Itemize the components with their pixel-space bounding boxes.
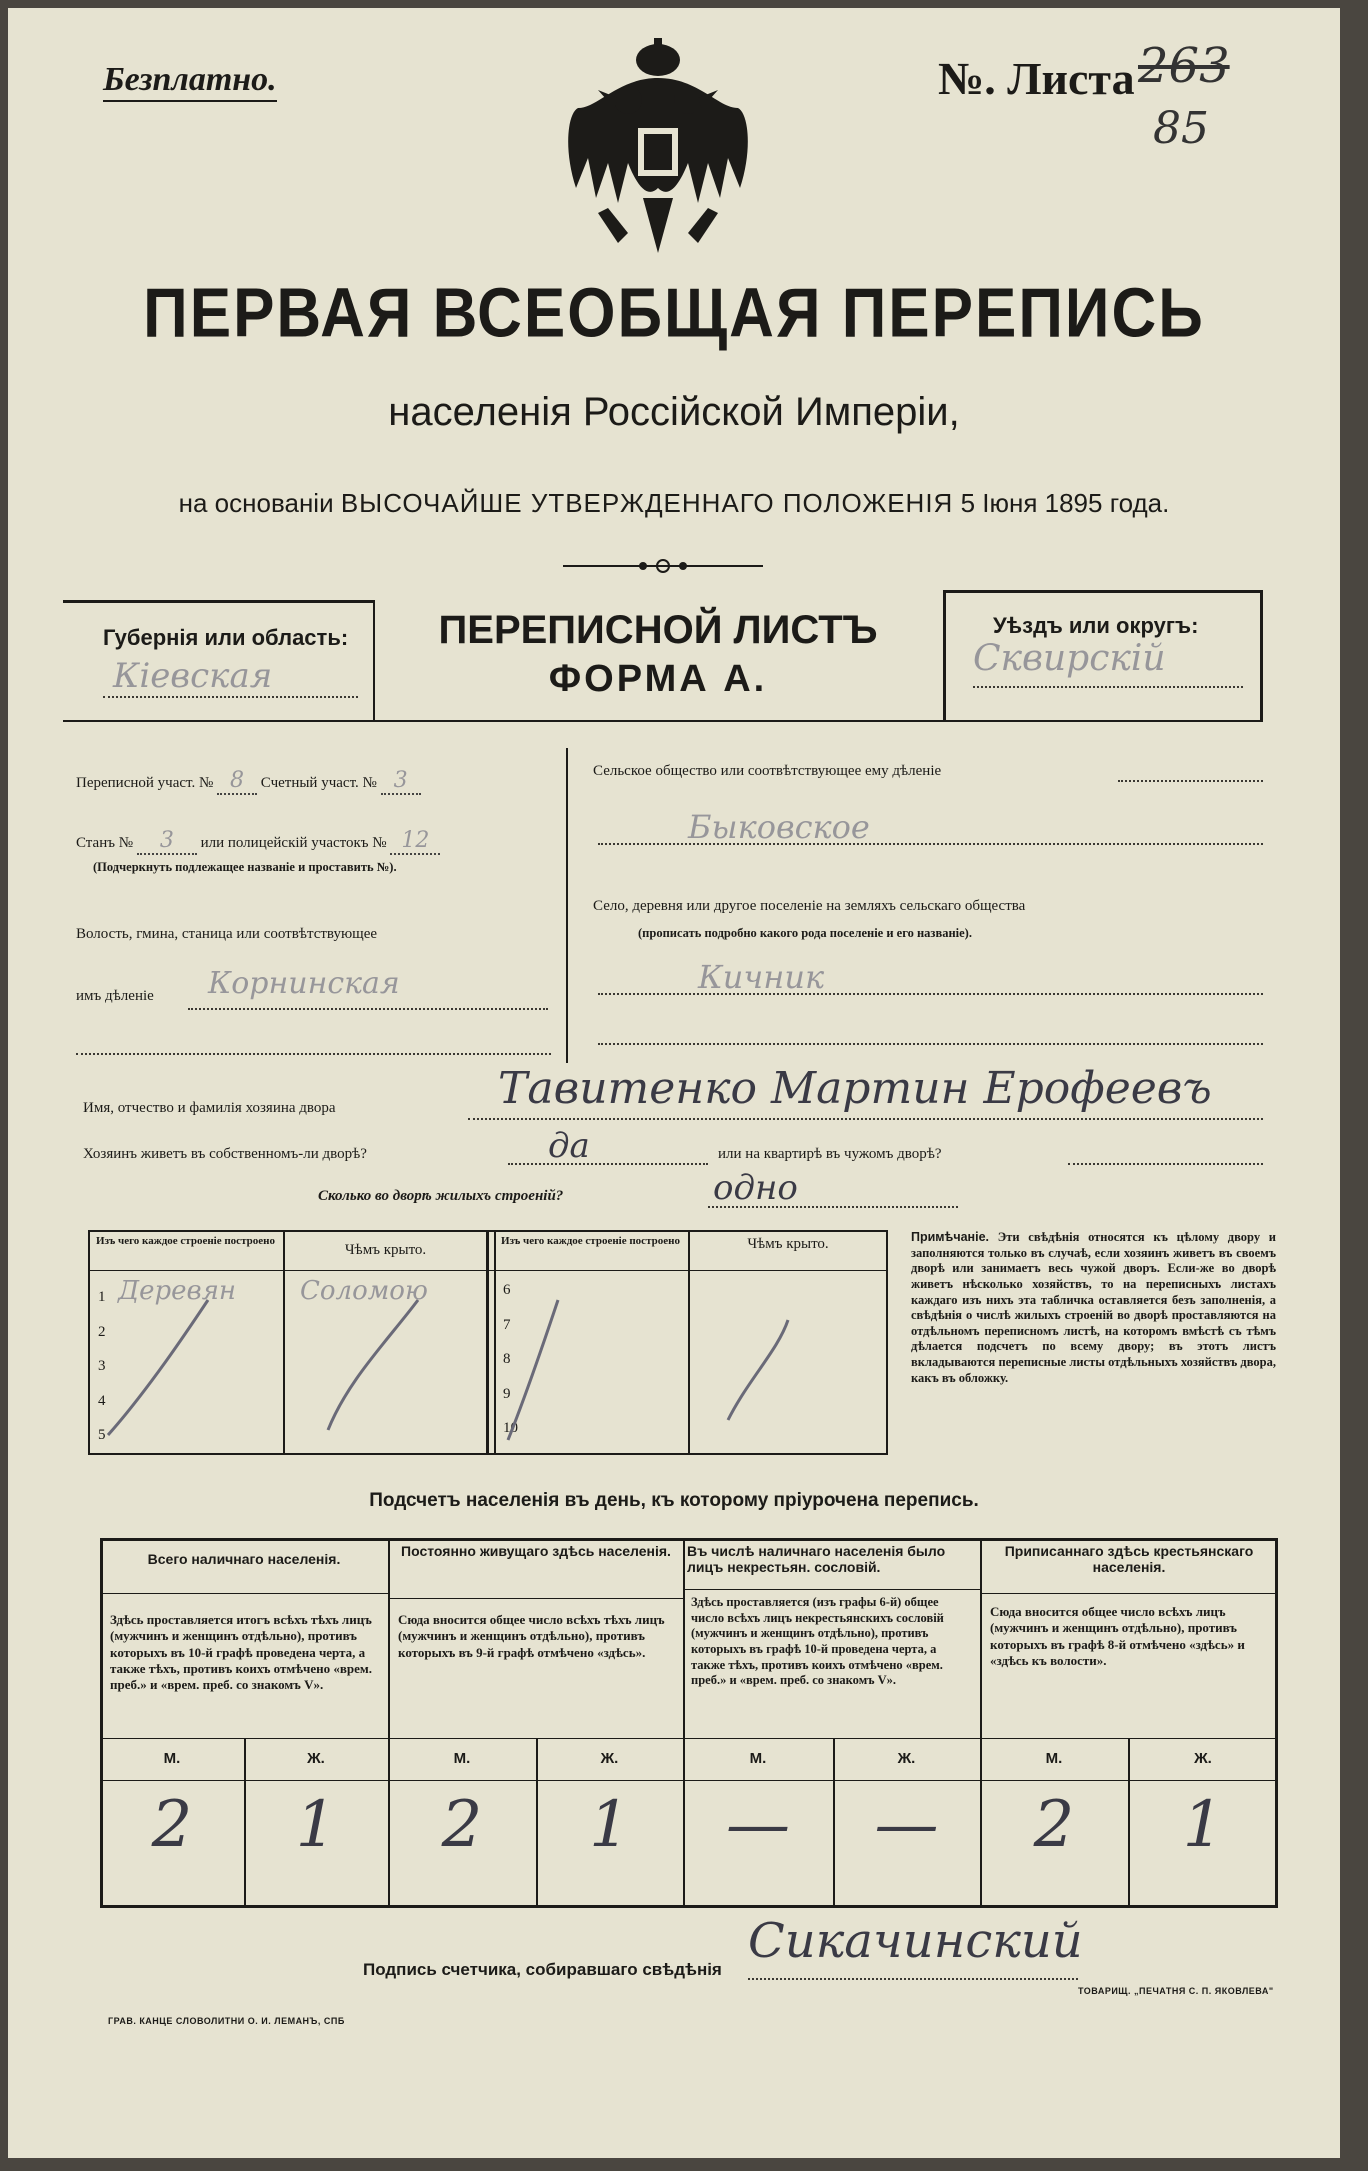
volost-value: Корнинская	[208, 966, 400, 1001]
m-label-3: М.	[749, 1750, 767, 1767]
signature-value: Сикачинский	[748, 1913, 1083, 1969]
uezd-value: Сквирскій	[973, 638, 1166, 679]
signature-label: Подпись счетчика, собиравшаго свѣдѣнія	[363, 1960, 722, 1979]
buildings-value: одно	[713, 1168, 798, 1208]
m-label-1: М.	[163, 1750, 181, 1767]
form-title: ПЕРЕПИСНОЙ ЛИСТЪ	[438, 608, 878, 652]
col-roof-left: Чѣмъ крыто.	[344, 1242, 427, 1258]
rows-right: 6 7 8 9 10	[503, 1282, 518, 1436]
free-label: Безплатно.	[103, 60, 277, 102]
legal-basis-line: на основаніи ВЫСОЧАЙШЕ УТВЕРЖДЕННАГО ПОЛОЖЕНІЯ 5 Іюня 1895 года.	[178, 488, 1170, 518]
pop-col-4: Приписаннаго здѣсь крестьянскаго населенія. Сюда вносится общее число всѣхъ лицъ (мужчинъ и женщинъ отдѣльно), противъ которыхъ въ графѣ 8-й отмѣчено «здѣсь» и «здѣсь къ волости».	[984, 1543, 1274, 1669]
sheet-label: №. Листа	[938, 53, 1135, 104]
f-label-1: Ж.	[307, 1750, 325, 1767]
volost-label-2: имъ дѣленіе	[76, 988, 154, 1004]
f-label-4: Ж.	[1194, 1750, 1212, 1767]
own-yard-label: Хозяинъ живетъ въ собственномъ-ли дворѣ?	[83, 1146, 367, 1162]
pop-4-m: 2	[1033, 1788, 1075, 1862]
owner-name-label: Имя, отчество и фамилія хозяина двора	[83, 1100, 336, 1116]
pop-3-f: —	[874, 1788, 939, 1862]
strike-through-marks	[88, 1270, 888, 1455]
pop-4-f: 1	[1182, 1788, 1224, 1862]
stan-row: Станъ № 3 или полицейскій участокъ № 12	[76, 828, 440, 855]
row1-roof: Соломою	[300, 1276, 428, 1306]
gubernia-label: Губернія или область:	[103, 625, 349, 650]
sheet-number-old: 263	[1138, 38, 1230, 94]
rows-left: 1 2 3 4 5	[98, 1289, 106, 1443]
pop-3-m: —	[726, 1788, 790, 1862]
note-block: Примѣчаніе. Эти свѣдѣнія относятся къ цѣлому двору и заполняются только въ случаѣ, если хозяинъ живетъ въ своемъ дворѣ или занимаетъ весь чужой дворъ. Если-же во дворѣ живетъ нѣсколько хозяйствъ, то на переписныхъ листахъ каждаго изъ нихъ эта табличка оставляется безъ заполненія, а свѣдѣнія о числѣ жилыхъ строеній во дворѣ проставляются на отдѣльномъ переписномъ листѣ, на которомъ вмѣстѣ съ тѣмъ дѣлается подсчетъ по всему двору; въ этотъ листъ вкладываются переписные листы отдѣльныхъ хозяйствъ двора, какъ въ обложку.	[911, 1230, 1277, 1385]
owner-name-value: Тавитенко Мартин Ерофеевъ	[498, 1063, 1212, 1114]
col-roof-right: Чѣмъ крыто.	[747, 1236, 829, 1252]
own-yard-value: да	[548, 1126, 590, 1166]
society-label: Сельское общество или соотвѣтствующее ему дѣленіе	[593, 763, 942, 779]
census-subtitle: населенія Россійской Имперіи,	[388, 390, 960, 434]
pop-1-f: 1	[295, 1788, 337, 1862]
m-label-4: М.	[1045, 1750, 1063, 1767]
f-label-3: Ж.	[897, 1750, 916, 1767]
pop-2-m: 2	[441, 1788, 483, 1862]
population-title: Подсчетъ населенія въ день, къ которому пріурочена перепись.	[369, 1490, 979, 1511]
m-label-2: М.	[453, 1750, 471, 1767]
village-label: Село, деревня или другое поселеніе на земляхъ сельскаго общества	[593, 898, 1026, 914]
col-material-left: Изъ чего каждое строеніе построено	[96, 1235, 275, 1247]
row1-material: Деревян	[118, 1276, 237, 1306]
village-value: Кичник	[698, 958, 825, 996]
uezd-label: Уѣздъ или округъ:	[993, 613, 1199, 638]
sheet-number-new: 85	[1153, 103, 1209, 154]
pop-col-2: Постоянно живущаго здѣсь населенія. Сюда вносится общее число всѣхъ тѣхъ лицъ (мужчинъ и женщинъ отдѣльно), противъ которыхъ въ 9-й графѣ отмѣчено «здѣсь».	[392, 1543, 680, 1661]
census-form-page	[8, 8, 1340, 2158]
printer-left: ГРАВ. КАНЦЕ СЛОВОЛИТНИ О. И. ЛЕМАНЪ, СПБ	[108, 2016, 345, 2026]
pop-1-m: 2	[151, 1788, 193, 1862]
gubernia-value: Кіевская	[113, 656, 273, 696]
census-title: ПЕРВАЯ ВСЕОБЩАЯ ПЕРЕПИСЬ	[143, 274, 1205, 353]
pop-col-1: Всего наличнаго населенія. Здѣсь проставляется итогъ всѣхъ тѣхъ лицъ (мужчинъ и женщинъ отдѣльно), противъ которыхъ въ 10-й графѣ проведена черта, а также тѣхъ, противъ коихъ отмѣчено «врем. преб.» и «врем. преб. со знакомъ V».	[104, 1543, 384, 1693]
double-headed-eagle-emblem	[558, 38, 758, 268]
col-material-right: Изъ чего каждое строеніе построено	[501, 1235, 680, 1247]
census-area-row: Переписной участ. № 8 Счетный участ. № 3	[76, 768, 421, 795]
buildings-label: Сколько во дворѣ жилыхъ строеній?	[318, 1188, 564, 1204]
society-value: Быковское	[688, 808, 870, 846]
underline-note: (Подчеркнуть подлежащее названіе и проставить №).	[93, 860, 397, 874]
volost-label: Волость, гмина, станица или соотвѣтствующее	[76, 926, 378, 942]
f-label-2: Ж.	[600, 1750, 619, 1767]
pop-col-3: Въ числѣ наличнаго населенія было лицъ некрестьян. сословій. Здѣсь проставляется (изъ графы 6-й) общее число всѣхъ лицъ некрестьянскихъ сословій (мужчинъ и женщинъ отдѣльно), противъ которыхъ въ графѣ 10-й проведена черта, а также тѣхъ, противъ коихъ отмѣчено «врем. преб.» и «врем. преб. со знакомъ V».	[687, 1543, 977, 1689]
village-note: (прописать подробно какого рода поселеніе и его названіе).	[638, 926, 972, 940]
form-subtitle: ФОРМА А.	[548, 658, 768, 700]
rented-label: или на квартирѣ въ чужомъ дворѣ?	[718, 1146, 942, 1162]
printer-right: ТОВАРИЩ. „ПЕЧАТНЯ С. П. ЯКОВЛЕВА"	[1078, 1986, 1274, 1996]
ornament-divider	[563, 556, 763, 576]
pop-2-f: 1	[589, 1788, 630, 1862]
